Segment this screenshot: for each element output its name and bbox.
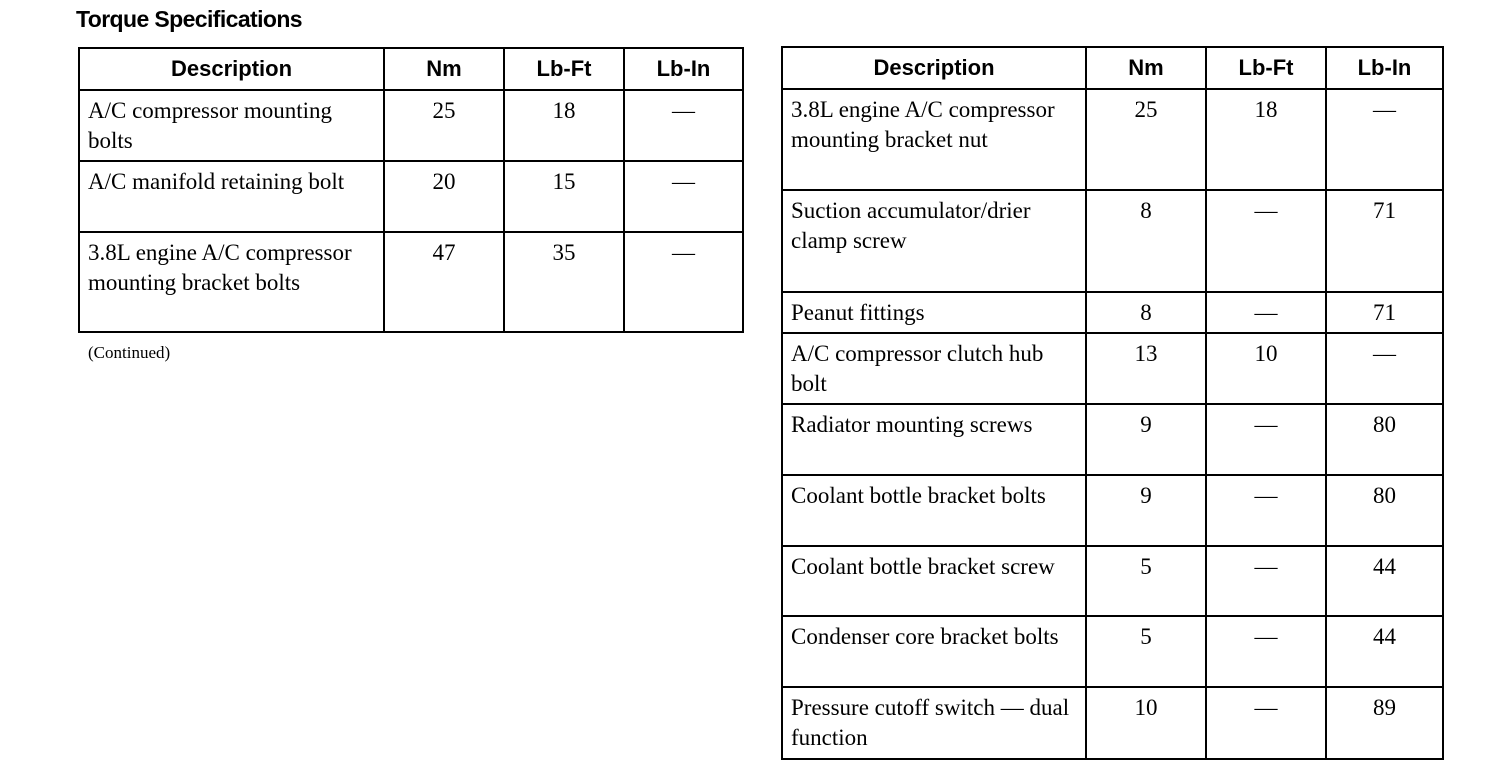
description-cell: Peanut fittings xyxy=(782,292,1086,333)
header-row xyxy=(782,47,1443,89)
column-header-nm: Nm xyxy=(1086,47,1206,89)
table-row xyxy=(79,232,743,332)
lb-in-cell: — xyxy=(1326,89,1443,190)
nm-cell: 20 xyxy=(384,161,504,232)
description-cell: A/C compressor mounting bolts xyxy=(79,90,384,161)
lb-in-cell: 80 xyxy=(1326,475,1443,546)
description-cell: 3.8L engine A/C compressor mounting bracket bolts xyxy=(79,232,384,332)
description-cell: Radiator mounting screws xyxy=(782,404,1086,475)
column-header-lb-ft: Lb-Ft xyxy=(504,48,624,90)
nm-cell: 25 xyxy=(384,90,504,161)
nm-cell: 13 xyxy=(1086,333,1206,404)
column-header-description: Description xyxy=(79,48,384,90)
table-row xyxy=(782,333,1443,404)
lb-in-cell: 71 xyxy=(1326,292,1443,333)
lb-in-cell: 89 xyxy=(1326,687,1443,759)
lb-in-cell: 71 xyxy=(1326,190,1443,292)
description-cell: A/C compressor clutch hub bolt xyxy=(782,333,1086,404)
nm-cell: 9 xyxy=(1086,404,1206,475)
torque-table-right xyxy=(781,46,1444,760)
table-row xyxy=(782,292,1443,333)
description-cell: Coolant bottle bracket screw xyxy=(782,546,1086,616)
nm-cell: 8 xyxy=(1086,190,1206,292)
description-cell: A/C manifold retaining bolt xyxy=(79,161,384,232)
lb-in-cell: — xyxy=(1326,333,1443,404)
lb-ft-cell: — xyxy=(1206,475,1326,546)
lb-ft-cell: — xyxy=(1206,546,1326,616)
lb-in-cell: — xyxy=(624,161,743,232)
table-row xyxy=(782,687,1443,759)
continued-note: (Continued) xyxy=(88,343,171,362)
nm-cell: 47 xyxy=(384,232,504,332)
lb-ft-cell: — xyxy=(1206,404,1326,475)
description-cell: 3.8L engine A/C compressor mounting bracket nut xyxy=(782,89,1086,190)
description-cell: Suction accumulator/drier clamp screw xyxy=(782,190,1086,292)
description-cell: Condenser core bracket bolts xyxy=(782,616,1086,687)
lb-ft-cell: 18 xyxy=(1206,89,1326,190)
description-cell: Pressure cutoff switch — dual function xyxy=(782,687,1086,759)
lb-in-cell: 44 xyxy=(1326,546,1443,616)
column-header-description: Description xyxy=(782,47,1086,89)
nm-cell: 25 xyxy=(1086,89,1206,190)
torque-table-left xyxy=(78,47,744,333)
lb-ft-cell: 15 xyxy=(504,161,624,232)
table-row xyxy=(79,90,743,161)
lb-ft-cell: — xyxy=(1206,190,1326,292)
lb-in-cell: — xyxy=(624,232,743,332)
nm-cell: 8 xyxy=(1086,292,1206,333)
table-row xyxy=(782,616,1443,687)
column-header-lb-ft: Lb-Ft xyxy=(1206,47,1326,89)
nm-cell: 9 xyxy=(1086,475,1206,546)
table-row xyxy=(782,546,1443,616)
nm-cell: 5 xyxy=(1086,616,1206,687)
lb-in-cell: 80 xyxy=(1326,404,1443,475)
table-row xyxy=(782,404,1443,475)
column-header-nm: Nm xyxy=(384,48,504,90)
lb-in-cell: 44 xyxy=(1326,616,1443,687)
header-row xyxy=(79,48,743,90)
table-row xyxy=(782,475,1443,546)
table-row xyxy=(782,190,1443,292)
page-title: Torque Specifications xyxy=(76,6,302,32)
nm-cell: 10 xyxy=(1086,687,1206,759)
lb-ft-cell: 10 xyxy=(1206,333,1326,404)
table-row xyxy=(79,161,743,232)
lb-ft-cell: — xyxy=(1206,616,1326,687)
lb-in-cell: — xyxy=(624,90,743,161)
lb-ft-cell: — xyxy=(1206,292,1326,333)
column-header-lb-in: Lb-In xyxy=(1326,47,1443,89)
lb-ft-cell: 18 xyxy=(504,90,624,161)
nm-cell: 5 xyxy=(1086,546,1206,616)
lb-ft-cell: 35 xyxy=(504,232,624,332)
lb-ft-cell: — xyxy=(1206,687,1326,759)
column-header-lb-in: Lb-In xyxy=(624,48,743,90)
description-cell: Coolant bottle bracket bolts xyxy=(782,475,1086,546)
table-row xyxy=(782,89,1443,190)
